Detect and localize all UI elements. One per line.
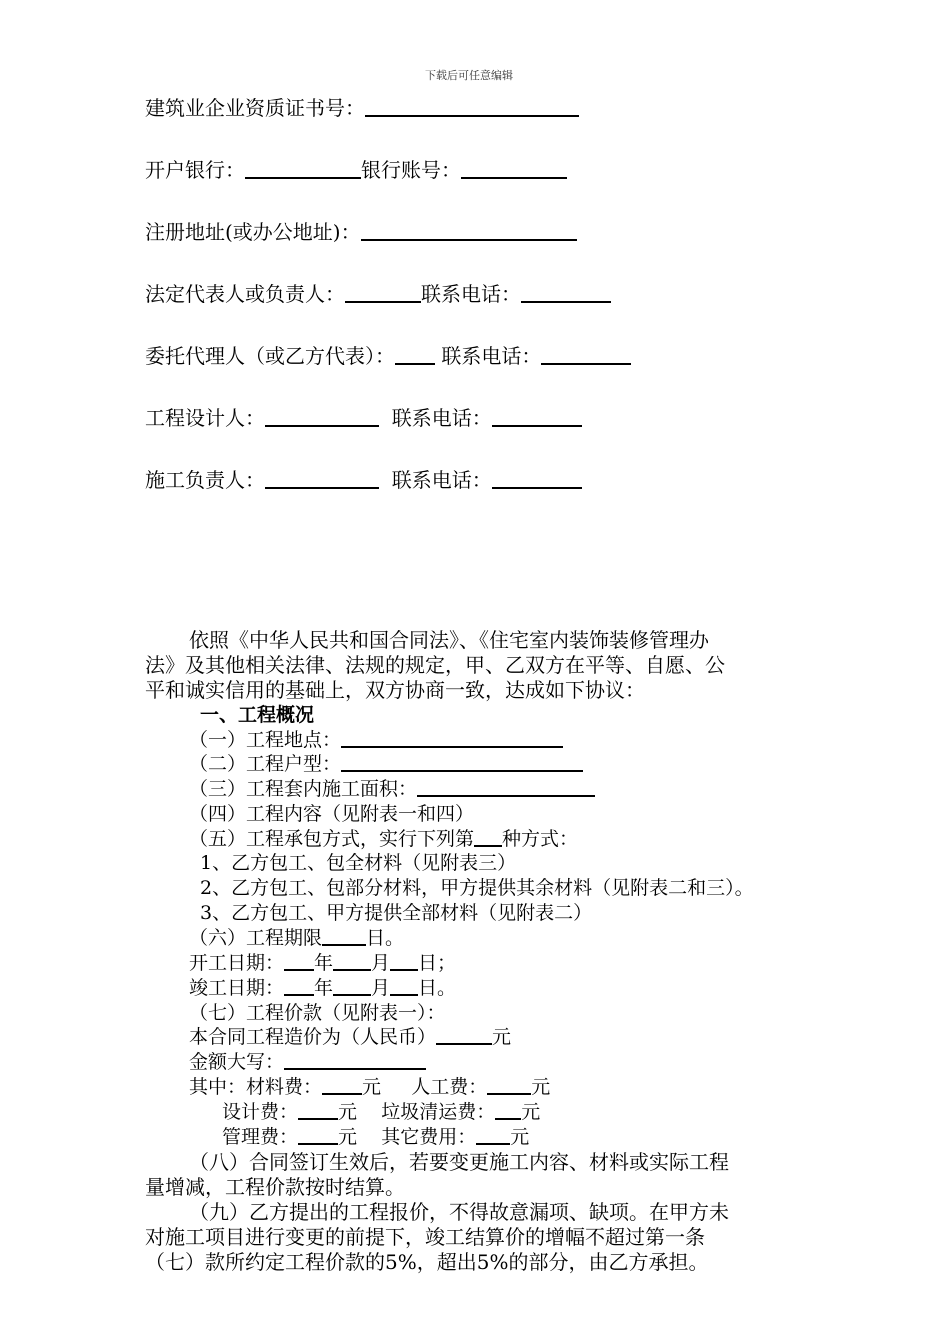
- total-price-label: 本合同工程造价为（人民币）: [189, 1026, 437, 1048]
- item9-line-2: 对施工项目进行变更的前提下，竣工结算价的增幅不超过第一条: [145, 1225, 705, 1249]
- day-label: 日；: [418, 952, 457, 974]
- qualification-label: 建筑业企业资质证书号：: [145, 96, 365, 120]
- start-month-blank[interactable]: [333, 951, 371, 971]
- item8-line-1: （八）合同签订生效后，若要变更施工内容、材料或实际工程: [189, 1150, 729, 1174]
- bank-label: 开户银行：: [145, 158, 245, 182]
- period-label-a: （六）工程期限: [189, 927, 323, 949]
- end-year-blank[interactable]: [284, 976, 314, 996]
- breakdown-line-1: [189, 1075, 550, 1099]
- yuan-label: 元: [531, 1076, 551, 1098]
- location-line: [189, 728, 563, 752]
- qualification-blank[interactable]: [365, 97, 579, 117]
- unit-type-line: [189, 752, 583, 776]
- labor-fee-label: 人工费：: [411, 1076, 488, 1098]
- section-heading: 一、工程概况: [200, 704, 315, 726]
- yuan-label: 元: [492, 1026, 512, 1048]
- end-date-label: 竣工日期：: [189, 977, 285, 999]
- address-blank[interactable]: [361, 221, 577, 241]
- unit-type-blank[interactable]: [341, 752, 583, 772]
- year-label: 年: [314, 977, 334, 999]
- start-date-line: [189, 951, 456, 975]
- period-line: [189, 926, 404, 950]
- period-label-b: 日。: [366, 927, 405, 949]
- construction-lead-label: 施工负责人：: [145, 468, 265, 492]
- designer-line: [145, 406, 582, 430]
- mode-line: [189, 827, 578, 851]
- preamble-line-2: 法》及其他相关法律、法规的规定，甲、乙双方在平等、自愿、公: [145, 653, 725, 677]
- management-fee-label: 管理费：: [222, 1126, 299, 1148]
- other-fee-blank[interactable]: [476, 1125, 510, 1145]
- construction-lead-phone-blank[interactable]: [492, 469, 582, 489]
- bank-line: [145, 158, 567, 182]
- month-label: 月: [371, 952, 391, 974]
- yuan-label: 元: [521, 1101, 541, 1123]
- mode-option-2: 2、乙方包工、包部分材料，甲方提供其余材料（见附表二和三）。: [200, 877, 754, 899]
- design-fee-label: 设计费：: [222, 1101, 299, 1123]
- legal-rep-phone-blank[interactable]: [521, 283, 611, 303]
- designer-label: 工程设计人：: [145, 406, 265, 430]
- location-label: （一）工程地点：: [189, 729, 342, 751]
- address-line: [145, 220, 577, 244]
- design-fee-blank[interactable]: [298, 1100, 338, 1120]
- agent-line: [145, 344, 631, 368]
- address-label: 注册地址(或办公地址)：: [145, 220, 361, 244]
- qualification-line: [145, 96, 579, 120]
- mode-label-a: （五）工程承包方式，实行下列第: [189, 828, 475, 850]
- end-date-line: [189, 976, 456, 1000]
- yuan-label: 元: [338, 1101, 358, 1123]
- account-blank[interactable]: [461, 159, 567, 179]
- material-fee-blank[interactable]: [322, 1075, 362, 1095]
- page-header-note: 下载后可任意编辑: [425, 69, 513, 82]
- start-date-label: 开工日期：: [189, 952, 285, 974]
- total-price-blank[interactable]: [436, 1025, 492, 1045]
- item9-line-3: （七）款所约定工程价款的5%，超出5%的部分，由乙方承担。: [145, 1250, 709, 1274]
- agent-label: 委托代理人（或乙方代表）：: [145, 344, 395, 368]
- garbage-fee-label: 垃圾清运费：: [381, 1101, 496, 1123]
- agent-blank[interactable]: [395, 345, 435, 365]
- yuan-label: 元: [338, 1126, 358, 1148]
- item9-line-1: （九）乙方提出的工程报价，不得故意漏项、缺项。在甲方未: [189, 1200, 729, 1224]
- preamble-line-3: 平和诚实信用的基础上，双方协商一致，达成如下协议：: [145, 678, 645, 702]
- phone-label: 联系电话：: [391, 468, 492, 492]
- preamble-line-1: 依照《中华人民共和国合同法》、《住宅室内装饰装修管理办: [189, 628, 709, 652]
- material-fee-label: 其中：材料费：: [189, 1076, 323, 1098]
- legal-rep-blank[interactable]: [345, 283, 421, 303]
- management-fee-blank[interactable]: [298, 1125, 338, 1145]
- year-label: 年: [314, 952, 334, 974]
- breakdown-line-3: [222, 1125, 529, 1149]
- other-fee-label: 其它费用：: [381, 1126, 477, 1148]
- designer-phone-blank[interactable]: [492, 407, 582, 427]
- phone-label: 联系电话：: [421, 282, 521, 306]
- designer-blank[interactable]: [265, 407, 379, 427]
- yuan-label: 元: [510, 1126, 530, 1148]
- mode-blank[interactable]: [474, 827, 502, 847]
- price-heading: （七）工程价款（见附表一）：: [189, 1002, 446, 1024]
- breakdown-line-2: [222, 1100, 540, 1124]
- area-line: [189, 777, 595, 801]
- bank-blank[interactable]: [245, 159, 361, 179]
- total-price-line: [189, 1025, 511, 1049]
- start-year-blank[interactable]: [284, 951, 314, 971]
- location-blank[interactable]: [341, 728, 563, 748]
- content-line: （四）工程内容（见附表一和四）: [189, 803, 475, 825]
- mode-option-1: 1、乙方包工、包全材料（见附表三）: [200, 852, 517, 874]
- legal-rep-line: [145, 282, 611, 306]
- garbage-fee-blank[interactable]: [495, 1100, 521, 1120]
- account-label: 银行账号：: [361, 158, 461, 182]
- yuan-label: 元: [362, 1076, 382, 1098]
- day-label: 日。: [418, 977, 457, 999]
- phone-label: 联系电话：: [391, 406, 492, 430]
- amount-words-label: 金额大写：: [189, 1051, 285, 1073]
- mode-label-b: 种方式：: [502, 828, 579, 850]
- area-label: （三）工程套内施工面积：: [189, 778, 418, 800]
- item8-line-2: 量增减，工程价款按时结算。: [145, 1175, 405, 1199]
- construction-lead-blank[interactable]: [265, 469, 379, 489]
- construction-lead-line: [145, 468, 582, 492]
- amount-words-blank[interactable]: [284, 1050, 426, 1070]
- labor-fee-blank[interactable]: [487, 1075, 531, 1095]
- end-day-blank[interactable]: [390, 976, 418, 996]
- agent-phone-blank[interactable]: [541, 345, 631, 365]
- period-blank[interactable]: [322, 926, 366, 946]
- area-blank[interactable]: [417, 777, 595, 797]
- mode-option-3: 3、乙方包工、甲方提供全部材料（见附表二）: [200, 902, 593, 924]
- start-day-blank[interactable]: [390, 951, 418, 971]
- end-month-blank[interactable]: [333, 976, 371, 996]
- phone-label: 联系电话：: [441, 344, 542, 368]
- amount-words-line: [189, 1050, 426, 1074]
- unit-type-label: （二）工程户型：: [189, 753, 342, 775]
- month-label: 月: [371, 977, 391, 999]
- legal-rep-label: 法定代表人或负责人：: [145, 282, 345, 306]
